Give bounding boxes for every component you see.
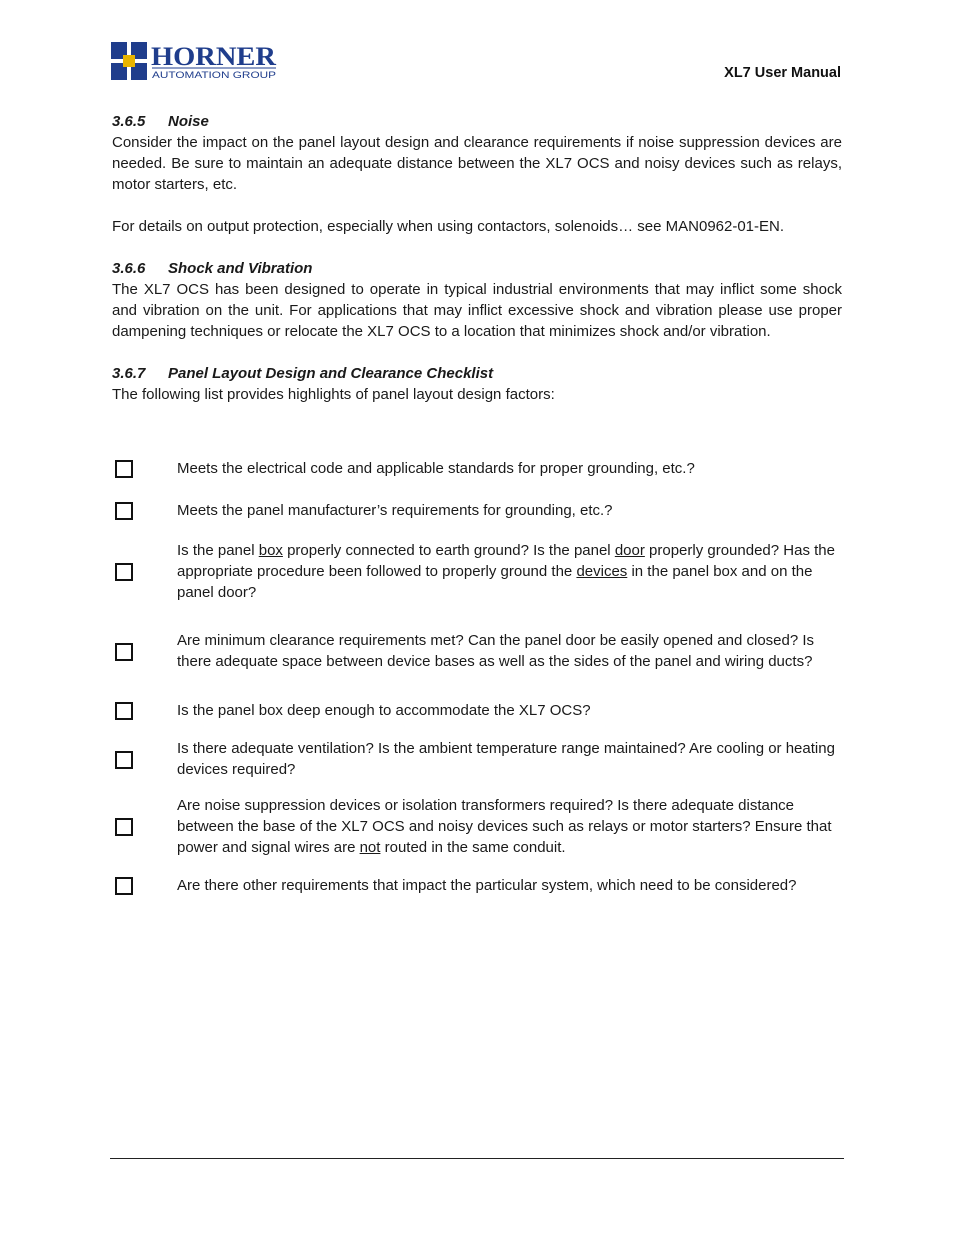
- design-checklist: [112, 447, 852, 906]
- checkbox[interactable]: [115, 643, 133, 661]
- logo-wordmark: HORNER: [151, 42, 277, 71]
- checklist-item-text: Is the panel box properly connected to earth ground? Is the panel door properly grounded? Has the appropriate procedure been followed to properly ground the devices in the panel box and on the panel door?: [177, 541, 835, 601]
- noise-paragraph: Consider the impact on the panel layout design and clearance requirements if noise suppression devices are needed. Be sure to maintain an adequate distance between the XL7 OCS and noisy devices such as relays, motor starters, etc.: [112, 134, 842, 193]
- checklist-item-text: Meets the electrical code and applicable standards for proper grounding, etc.?: [177, 459, 695, 477]
- manual-title: XL7 User Manual: [724, 65, 841, 81]
- horner-logo: [111, 42, 279, 82]
- checklist-item-text: Is there adequate ventilation? Is the ambient temperature range maintained? Are cooling or heating devices required?: [177, 739, 835, 778]
- document-body: [112, 111, 842, 405]
- checklist-item: [112, 788, 852, 864]
- checkbox[interactable]: [115, 751, 133, 769]
- section-heading-noise: [112, 111, 842, 132]
- footer-divider: [110, 1158, 844, 1159]
- checklist-item: [112, 489, 852, 531]
- checkbox[interactable]: [115, 460, 133, 478]
- checklist-item: [112, 729, 852, 788]
- section-number: 3.6.5: [112, 113, 146, 130]
- logo-mark-accent: [123, 55, 135, 67]
- shock-paragraph: The XL7 OCS has been designed to operate in typical industrial environments that may inflict some shock and vibration on the unit. For applications that may inflict excessive shock and vibration please use proper dampening techniques or relocate the XL7 OCS to a location that minimizes shock and/or vibration.: [112, 281, 842, 340]
- checkbox[interactable]: [115, 877, 133, 895]
- checklist-item-text: Are there other requirements that impact the particular system, which need to be considered?: [177, 876, 797, 894]
- checklist-item-text: Are minimum clearance requirements met? Can the panel door be easily opened and closed? Is there adequate space between device bases as well as the sides of the panel and wiring ducts?: [177, 632, 815, 670]
- checklist-item: [112, 864, 852, 906]
- section-heading-shock: [112, 258, 842, 279]
- checklist-item: [112, 447, 852, 489]
- logo-tagline: AUTOMATION GROUP: [152, 70, 276, 81]
- checklist-item: [112, 611, 852, 691]
- checklist-intro: The following list provides highlights of panel layout design factors:: [112, 386, 555, 403]
- section-number: 3.6.6: [112, 260, 146, 277]
- section-number: 3.6.7: [112, 365, 146, 382]
- section-title: Panel Layout Design and Clearance Checklist: [168, 365, 494, 382]
- checklist-item-text: Meets the panel manufacturer’s requirements for grounding, etc.?: [177, 501, 613, 519]
- checkbox[interactable]: [115, 563, 133, 581]
- checklist-item-text: Are noise suppression devices or isolation transformers required? Is there adequate distance between the base of the XL7 OCS and noisy devices such as relays or motor starters? Ensure that power and signal wires are not routed in the same conduit.: [177, 796, 832, 856]
- section-title: Noise: [168, 113, 209, 130]
- section-heading-checklist: [112, 363, 842, 384]
- checklist-item: [112, 531, 852, 611]
- checkbox[interactable]: [115, 818, 133, 836]
- checkbox[interactable]: [115, 502, 133, 520]
- section-title: Shock and Vibration: [168, 260, 313, 277]
- checklist-item-text: Is the panel box deep enough to accommodate the XL7 OCS?: [177, 701, 591, 719]
- output-protection-paragraph: For details on output protection, especially when using contactors, solenoids… see MAN0962-01-EN.: [112, 218, 785, 235]
- checklist-item: [112, 691, 852, 729]
- checkbox[interactable]: [115, 702, 133, 720]
